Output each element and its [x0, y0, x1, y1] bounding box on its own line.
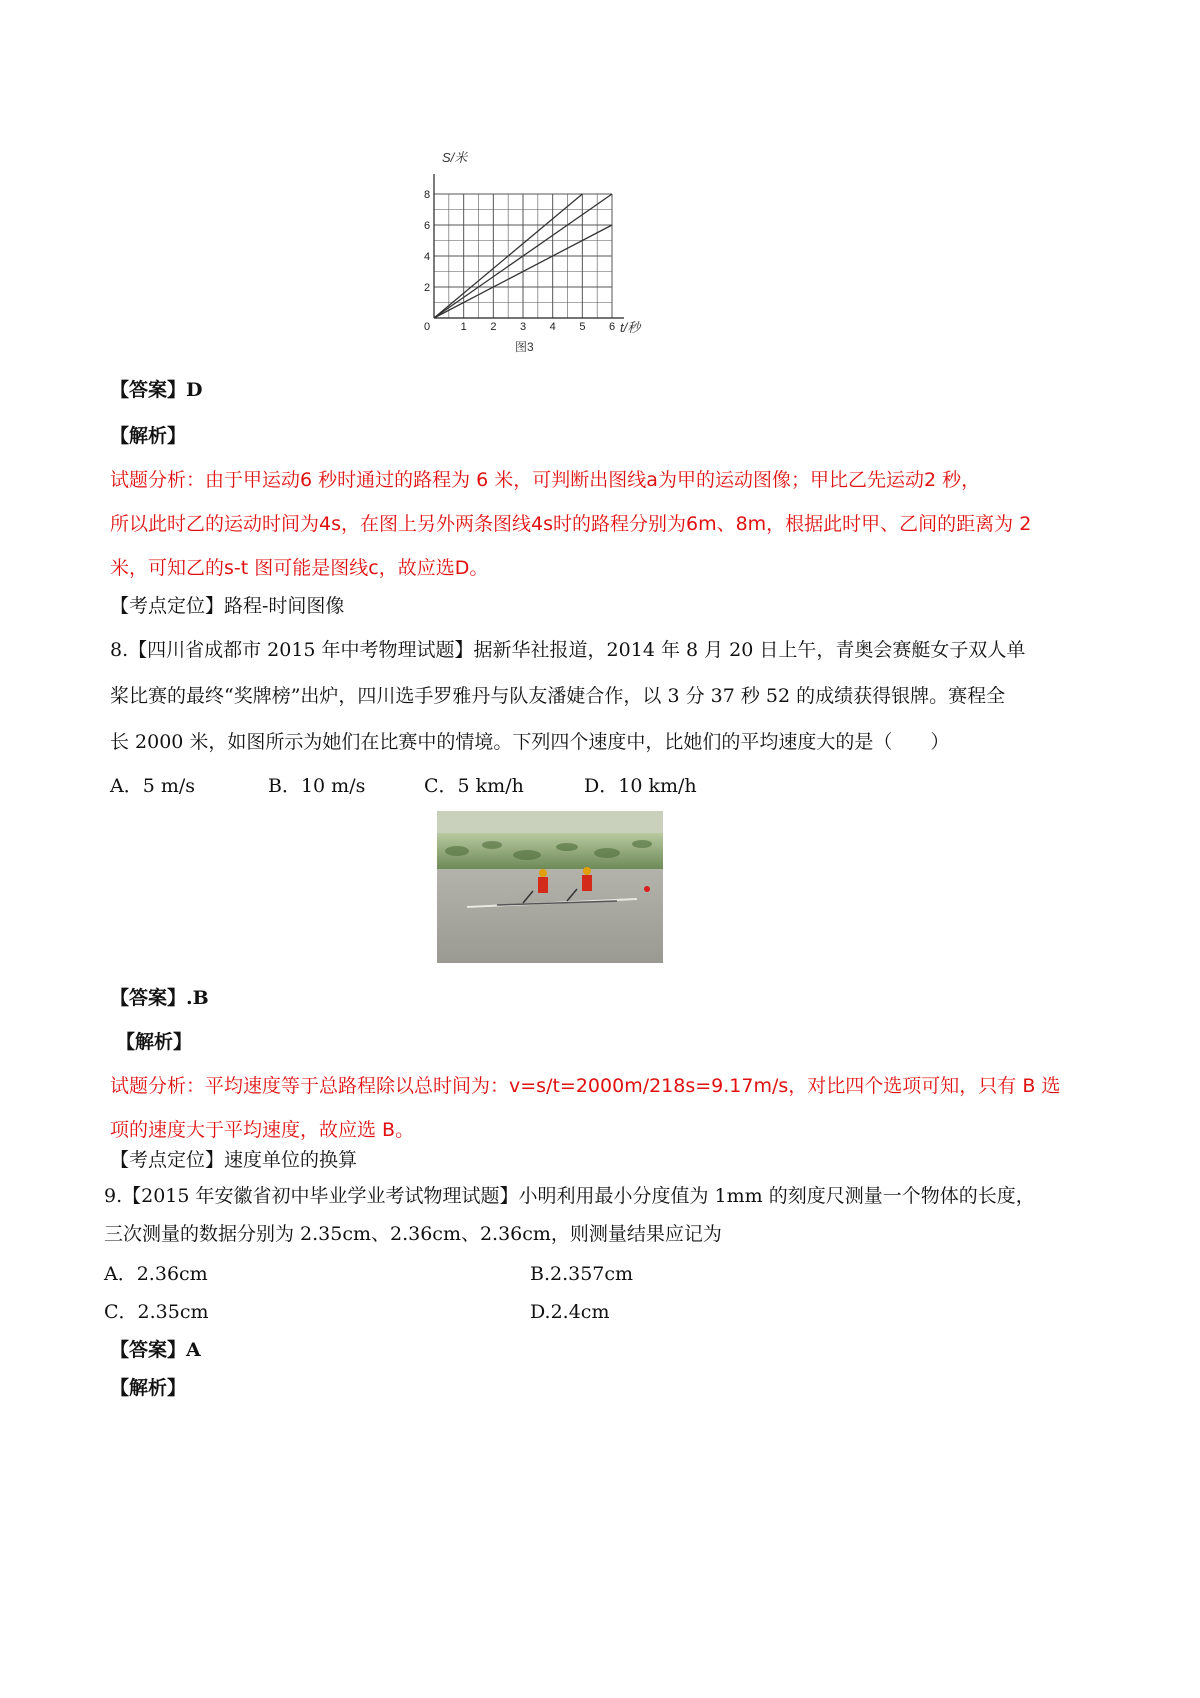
- q7-analysis-line-1: 试题分析：由于甲运动6 秒时通过的路程为 6 米，可判断出图线a为甲的运动图像；甲比乙先运动2 秒，: [110, 469, 981, 491]
- x-tick-label: 4: [549, 321, 556, 333]
- y-tick-label: 8: [424, 189, 431, 201]
- q7-kaodian: 【考点定位】路程-时间图像: [110, 595, 345, 617]
- q8-option-c: C．5 km/h: [424, 775, 524, 797]
- y-axis-label: S/米: [442, 150, 468, 165]
- chart-axes: [434, 174, 624, 318]
- q8-option-b: B．10 m/s: [268, 775, 366, 797]
- q9-option-c: C．2.35cm: [104, 1301, 209, 1323]
- q8-stem-line-3: 长 2000 米，如图所示为她们在比赛中的情境。下列四个速度中，比她们的平均速度大的是（ ）: [110, 731, 950, 753]
- figure-caption: 图3: [515, 340, 534, 354]
- q9-option-a: A．2.36cm: [104, 1263, 208, 1285]
- x-tick-label: 6: [609, 321, 616, 333]
- q7-analysis-line-2: 所以此时乙的运动时间为4s，在图上另外两条图线4s时的路程分别为6m、8m，根据此时甲、乙间的距离为 2: [110, 513, 1032, 535]
- q8-stem-line-2: 桨比赛的最终“奖牌榜”出炉，四川选手罗雅丹与队友潘婕合作，以 3 分 37 秒 52 的成绩获得银牌。赛程全: [110, 685, 1006, 707]
- q9-option-d: D.2.4cm: [530, 1301, 610, 1323]
- x-axis-label: t/秒: [620, 320, 641, 335]
- x-tick-label: 3: [520, 321, 527, 333]
- q7-analysis-title: 【解析】: [110, 425, 187, 447]
- st-graph-chart: [420, 148, 660, 363]
- q8-stem-line-1: 8.【四川省成都市 2015 年中考物理试题】据新华社报道，2014 年 8 月 20 日上午，青奥会赛艇女子双人单: [110, 639, 1026, 661]
- q8-option-d: D．10 km/h: [584, 775, 697, 797]
- q8-answer: 【答案】.B: [110, 987, 209, 1009]
- q9-stem-line-2: 三次测量的数据分别为 2.35cm、2.36cm、2.36cm，则测量结果应记为: [104, 1223, 722, 1245]
- x-tick-label: 5: [579, 321, 586, 333]
- chart-tick-labels: [424, 189, 615, 333]
- rowing-photo: [437, 811, 663, 963]
- q9-answer: 【答案】A: [110, 1339, 201, 1361]
- q8-analysis-title: 【解析】: [116, 1031, 193, 1053]
- x-tick-label: 1: [460, 321, 467, 333]
- q9-option-b: B.2.357cm: [530, 1263, 634, 1285]
- q8-kaodian: 【考点定位】速度单位的换算: [110, 1149, 358, 1171]
- q8-analysis-line-1: 试题分析：平均速度等于总路程除以总时间为：v=s/t=2000m/218s=9.17m/s，对比四个选项可知，只有 B 选: [110, 1075, 1061, 1097]
- q7-analysis-line-3: 米，可知乙的s-t 图可能是图线c，故应选D。: [110, 557, 489, 579]
- y-tick-label: 4: [424, 251, 431, 263]
- q8-analysis-line-2: 项的速度大于平均速度，故应选 B。: [110, 1119, 415, 1141]
- q7-answer: 【答案】D: [110, 379, 203, 401]
- x-tick-label: 2: [490, 321, 497, 333]
- q8-option-a: A．5 m/s: [110, 775, 196, 797]
- q9-stem-line-1: 9.【2015 年安徽省初中毕业学业考试物理试题】小明利用最小分度值为 1mm 的刻度尺测量一个物体的长度，: [104, 1185, 1035, 1207]
- y-tick-label: 6: [424, 220, 431, 232]
- st-graph-figure: [420, 148, 660, 363]
- x-tick-label: 0: [424, 321, 431, 333]
- y-tick-label: 2: [424, 282, 431, 294]
- q9-analysis-title: 【解析】: [110, 1377, 187, 1399]
